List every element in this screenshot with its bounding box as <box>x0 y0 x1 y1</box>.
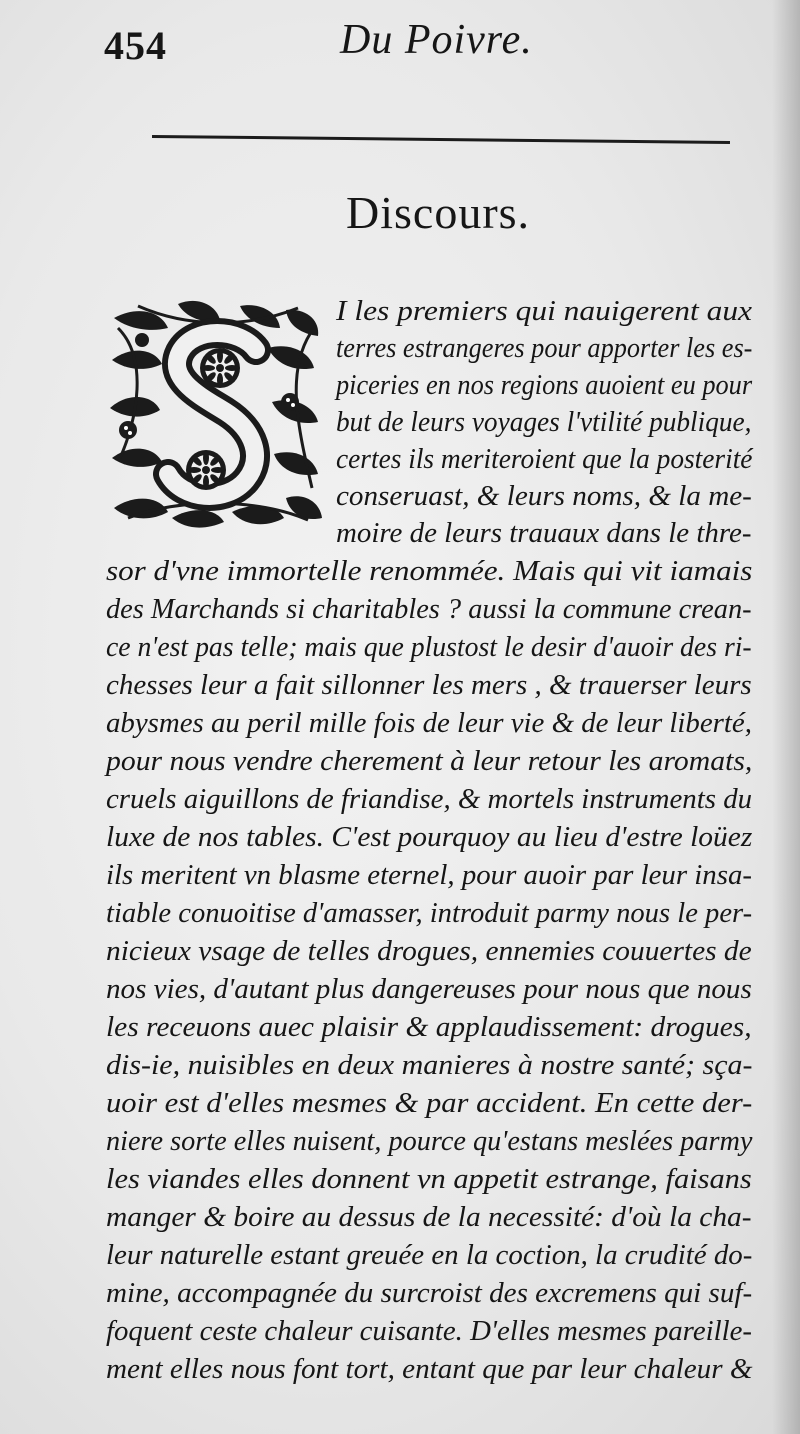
text-line: abysmes au peril mille fois de leur vie & de leur liberté, <box>106 708 752 739</box>
text-line: manger & boire au dessus de la necessité: d'où la cha- <box>106 1202 752 1233</box>
text-line: cruels aiguillons de friandise, & mortels instruments du <box>106 784 753 815</box>
running-title: Du Poivre. <box>340 17 533 63</box>
text-line: dis-ie, nuisibles en deux manieres à nostre santé; sça- <box>106 1050 753 1081</box>
text-line: ce n'est pas telle; mais que plustost le desir d'auoir des ri- <box>106 632 752 663</box>
text-line: ils meritent vn blasme eternel, pour auoir par leur insa- <box>106 860 753 891</box>
text-line: mine, accompagnée du surcroist des excremens qui suf- <box>106 1278 753 1309</box>
text-line: terres estrangeres pour apporter les es- <box>336 333 753 364</box>
text-line: but de leurs voyages l'vtilité publique, <box>336 407 752 438</box>
text-line: nos vies, d'autant plus dangereuses pour nous que nous <box>106 974 752 1005</box>
text-line: certes ils meriteroient que la posterité <box>336 444 753 475</box>
section-title: Discours. <box>346 187 531 238</box>
text-line: les receuons auec plaisir & applaudissement: drogues, <box>106 1012 752 1043</box>
text-line: nicieux vsage de telles drogues, ennemies couuertes de <box>106 936 752 967</box>
ornamented-initial-s-icon <box>108 298 324 532</box>
text-line: uoir est d'elles mesmes & par accident. En cette der- <box>106 1088 753 1119</box>
text-line: niere sorte elles nuisent, pource qu'estans meslées parmy <box>106 1126 753 1157</box>
text-line: foquent ceste chaleur cuisante. D'elles mesmes pareille- <box>106 1316 753 1347</box>
text-line: les viandes elles donnent vn appetit estrange, faisans <box>106 1164 752 1195</box>
text-line: moire de leurs trauaux dans le thre- <box>336 518 752 549</box>
page-gutter-shadow <box>772 0 800 1434</box>
text-line: sor d'vne immortelle renommée. Mais qui vit iamais <box>106 556 753 587</box>
text-line: luxe de nos tables. C'est pourquoy au lieu d'estre loüez <box>106 822 753 853</box>
text-line: chesses leur a fait sillonner les mers , & trauerser leurs <box>106 670 752 701</box>
text-line: pour nous vendre cherement à leur retour les aromats, <box>106 746 753 777</box>
text-line: piceries en nos regions auoient eu pour <box>336 370 753 401</box>
text-line: I les premiers qui nauigerent aux <box>336 296 753 327</box>
text-line: conseruast, & leurs noms, & la me- <box>336 481 752 512</box>
text-line: des Marchands si charitables ? aussi la commune crean- <box>106 594 752 625</box>
page-number: 454 <box>104 23 167 68</box>
text-line: ment elles nous font tort, entant que par leur chaleur & <box>106 1354 753 1385</box>
header-rule <box>152 135 730 144</box>
text-line: tiable conuoitise d'amasser, introduit parmy nous le per- <box>106 898 753 929</box>
text-line: leur naturelle estant greuée en la coction, la crudité do- <box>106 1240 753 1271</box>
